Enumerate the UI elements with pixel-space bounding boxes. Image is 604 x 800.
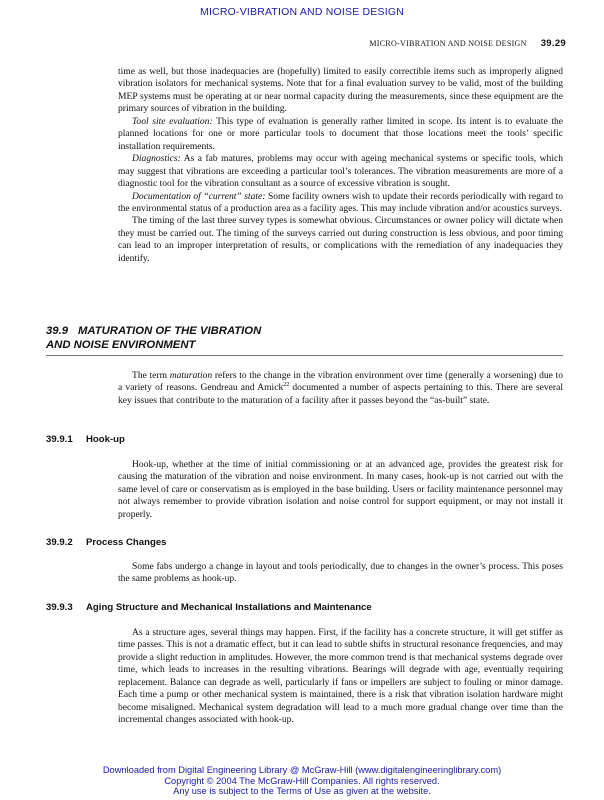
footer-copyright: Copyright © 2004 The McGraw-Hill Companies. All rights reserved. [164,775,440,786]
subsection-heading-aging [46,602,372,613]
running-head-title: MICRO-VIBRATION AND NOISE DESIGN [369,39,527,48]
subsection-number: 39.9.3 [46,602,73,613]
aging-text [118,627,563,727]
maturation-term: maturation [169,370,213,381]
subsection-title: Hook-up [86,434,125,445]
subsection-number: 39.9.2 [46,537,73,548]
section-heading [46,325,261,352]
diagnostics-paragraph [118,153,563,190]
subsection-title: Aging Structure and Mechanical Installations and Maintenance [86,602,372,613]
aging-paragraph: As a structure ages, several things may happen. First, if the facility has a concrete structure, it will get stiffer as time passes. This is not a dramatic effect, but it can lead to subtle shifts in structural resonance frequencies, and may provide a slight reduction in amplitudes. However, the more common trend is that mechanical systems degrade over time, which leads to increases in the resulting vibrations. Bearings will degrade with age, eventually requiring replacement. Balance can degrade as well, particularly if fans or impellers are subject to fouling or minor damage. Each time a pump or other mechanical system is maintained, there is a risk that vibration isolation hardware might become misaligned. Mechanical system degradation will lead to a much more gradual change over time than the incremental changes associated with hook-up. [118,627,563,726]
documentation-text: Some facility owners wish to update their records periodically with regard to the environmental status of a production area as a facility ages. This may include vibration and/or acoustics surveys. [118,190,563,214]
section-title-line1: MATURATION OF THE VIBRATION [78,325,262,337]
maturation-text-b: refers to the change in the vibration environment over time (generally a worsening) due to a variety of reasons. Gendreau and Amick [118,370,563,394]
footer-download-link[interactable]: Downloaded from Digital Engineering Library @ McGraw-Hill (www.digitalengineeringlibrary.com) [102,765,502,775]
maturation-text-a: The term [132,370,170,381]
maturation-paragraph [118,370,563,407]
source-banner: MICRO-VIBRATION AND NOISE DESIGN [200,6,404,18]
intro-paragraph: time as well, but those inadequacies are (hopefully) limited to easily correctible items such as improperly aligned vibration isolators for mechanical systems. Note that for a final evaluation survey to be valid, most of the building MEP systems must be operating at or near normal capacity during the measurements, since these equipment are the primary sources of vibration in the building. [118,66,563,115]
section-title-line2: AND NOISE ENVIRONMENT [46,338,196,351]
section-divider [46,355,563,356]
footer-notice [0,765,604,797]
hookup-text [118,459,563,521]
section-number: 39.9 [46,325,68,337]
subsection-heading-process [46,537,167,548]
reference-superscript: 22 [283,382,290,389]
maturation-text-c: documented a number of aspects pertaining to this. There are several key issues that contribute to the maturation of a facility after it passes beyond the “as-built” state. [118,382,563,406]
footer-terms: Any use is subject to the Terms of Use as given at the website. [173,786,431,796]
subsection-heading-hookup [46,434,125,445]
intro-text [118,66,563,265]
hookup-paragraph: Hook-up, whether at the time of initial commissioning or at an advanced age, provides the greatest risk for causing the maturation of the vibration and noise environment. In many cases, hook-up is not carried out with the same level of care or conservatism as is employed in the base building. Users or facility maintenance personnel may not always remember to provide vibration isolation and noise control for support equipment, or may not install it properly. [118,459,563,520]
timing-paragraph: The timing of the last three survey types is somewhat obvious. Circumstances or owner policy will dictate when they must be carried out. The timing of the surveys carried out during construction is less obvious, and poor timing can lead to an improper interpretation of results, or complications with the remediation of any inadequacies they identify. [118,215,563,264]
process-text [118,561,563,586]
documentation-label: Documentation of “current” state: [132,190,266,202]
tool-site-paragraph [118,116,563,153]
subsection-title: Process Changes [86,537,167,548]
tool-site-text: This type of evaluation is generally rather limited in scope. Its intent is to evaluate the planned locations for one or more particular tools to document that those locations meet the tools’ specific installation requirements. [118,115,563,152]
subsection-number: 39.9.1 [46,434,73,445]
page-number: 39.29 [540,38,566,49]
diagnostics-text: As a fab matures, problems may occur with ageing mechanical systems or specific tools, which may suggest that vibrations are exceeding a particular tool’s tolerances. The vibration measurements are more of a diagnostic tool for the vibration consultant as a source of excessive vibration is sought. [118,153,563,190]
running-head [369,38,566,49]
section-intro [118,370,563,407]
documentation-paragraph [118,191,563,216]
tool-site-label: Tool site evaluation: [132,115,213,127]
diagnostics-label: Diagnostics: [132,153,181,165]
process-paragraph: Some fabs undergo a change in layout and tools periodically, due to changes in the owner’s process. This poses the same problems as hook-up. [118,561,563,585]
